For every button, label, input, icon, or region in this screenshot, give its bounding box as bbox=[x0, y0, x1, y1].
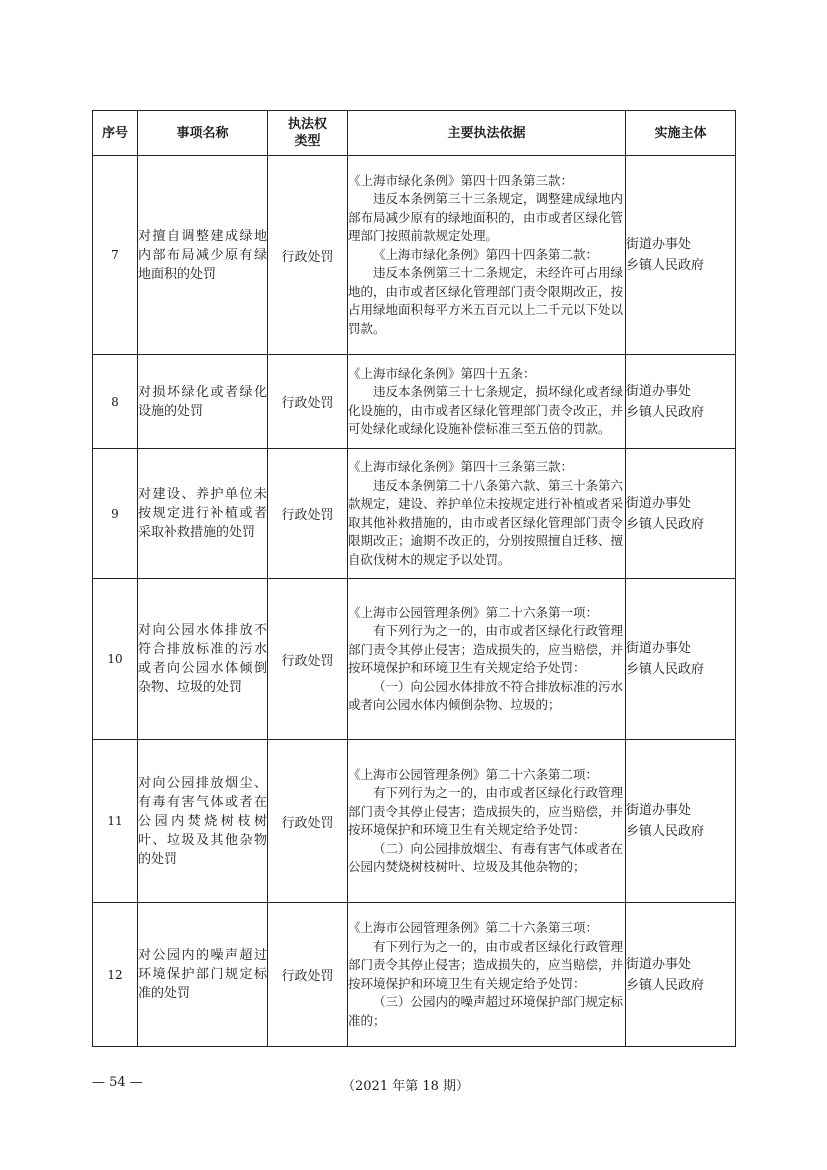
issue-label: （2021 年第 18 期） bbox=[342, 1079, 470, 1094]
page-number: — 54 — bbox=[92, 1075, 143, 1090]
basis-paragraph: 有下列行为之一的，由市或者区绿化行政管理部门责令其停止侵害；造成损失的，应当赔偿，并按环境保护和环境卫生有关规定给予处罚： bbox=[348, 623, 624, 675]
header-basis: 主要执法依据 bbox=[348, 111, 626, 156]
implementing-entity bbox=[626, 449, 736, 579]
row-number: 8 bbox=[93, 355, 138, 449]
entity-name: 街道办事处 bbox=[626, 237, 692, 252]
header-type: 执法权类型 bbox=[268, 111, 348, 156]
enforcement-table bbox=[92, 110, 736, 1047]
entity-name: 乡镇人民政府 bbox=[626, 824, 705, 839]
entity-name: 街道办事处 bbox=[626, 495, 692, 511]
basis-paragraph: （三）公园内的噪声超过环境保护部门规定标准的； bbox=[348, 994, 624, 1028]
entity-name: 乡镇人民政府 bbox=[626, 516, 705, 532]
enforcement-type: 行政处罚 bbox=[268, 156, 348, 355]
enforcement-type: 行政处罚 bbox=[268, 740, 348, 903]
legal-basis bbox=[348, 156, 626, 355]
item-name: 对擅自调整建成绿地内部布局减少原有绿地面积的处罚 bbox=[138, 156, 268, 355]
table-header-row bbox=[93, 111, 736, 156]
basis-paragraph: （一）向公园水体排放不符合排放标准的污水或者向公园水体内倾倒杂物、垃圾的； bbox=[348, 678, 624, 712]
item-name: 对建设、养护单位未按规定进行补植或者采取补救措施的处罚 bbox=[138, 449, 268, 579]
basis-paragraph: 违反本条例第三十三条规定，调整建成绿地内部布局减少原有的绿地面积的，由市或者区绿化管理部门按照前款规定处理。 bbox=[348, 191, 624, 244]
item-name: 对损坏绿化或者绿化设施的处罚 bbox=[138, 355, 268, 449]
basis-paragraph: 有下列行为之一的，由市或者区绿化行政管理部门责令其停止侵害；造成损失的，应当赔偿，并按环境保护和环境卫生有关规定给予处罚： bbox=[348, 938, 624, 991]
legal-basis bbox=[348, 579, 626, 740]
basis-paragraph: 《上海市绿化条例》第四十四条第二款： bbox=[373, 246, 599, 262]
table-row bbox=[93, 449, 736, 579]
basis-paragraph: 《上海市绿化条例》第四十四条第三款： bbox=[348, 172, 574, 188]
basis-paragraph: （二）向公园排放烟尘、有毒有害气体或者在公园内焚烧树枝树叶、垃圾及其他杂物的； bbox=[348, 840, 624, 874]
implementing-entity bbox=[626, 740, 736, 903]
item-name: 对公园内的噪声超过环境保护部门规定标准的处罚 bbox=[138, 903, 268, 1047]
table-row bbox=[93, 903, 736, 1047]
basis-paragraph: 《上海市公园管理条例》第二十六条第一项： bbox=[348, 604, 599, 620]
legal-basis bbox=[348, 449, 626, 579]
basis-paragraph: 《上海市绿化条例》第四十五条： bbox=[348, 365, 536, 381]
table-row bbox=[93, 156, 736, 355]
implementing-entity bbox=[626, 156, 736, 355]
legal-basis bbox=[348, 740, 626, 903]
entity-name: 乡镇人民政府 bbox=[626, 977, 705, 993]
table-row bbox=[93, 579, 736, 740]
header-name: 事项名称 bbox=[138, 111, 268, 156]
basis-paragraph: 违反本条例第三十二条规定，未经许可占用绿地的，由市或者区绿化管理部门责令限期改正，按占用绿地面积每平方米五百元以上二千元以下处以罚款。 bbox=[348, 265, 624, 336]
entity-name: 乡镇人民政府 bbox=[626, 662, 705, 677]
item-name: 对向公园排放烟尘、有毒有害气体或者在公园内焚烧树枝树叶、垃圾及其他杂物的处罚 bbox=[138, 740, 268, 903]
basis-paragraph: 《上海市公园管理条例》第二十六条第三项： bbox=[348, 920, 599, 935]
basis-paragraph: 违反本条例第二十八条第六款、第三十条第六款规定，建设、养护单位未按规定进行补植或者采取其他补救措施的，由市或者区绿化管理部门责令限期改正；逾期不改正的，分别按照擅自迁移、擅自砍伐树木的规定予以处罚。 bbox=[348, 477, 624, 567]
basis-paragraph: 违反本条例第三十七条规定，损坏绿化或者绿化设施的，由市或者区绿化管理部门责令改正，并可处绿化或绿化设施补偿标准三至五倍的罚款。 bbox=[348, 384, 624, 436]
entity-name: 街道办事处 bbox=[626, 956, 692, 972]
implementing-entity bbox=[626, 579, 736, 740]
entity-name: 街道办事处 bbox=[626, 641, 692, 656]
enforcement-type: 行政处罚 bbox=[268, 579, 348, 740]
entity-name: 街道办事处 bbox=[626, 803, 692, 818]
entity-name: 乡镇人民政府 bbox=[626, 258, 705, 273]
entity-name: 街道办事处 bbox=[626, 383, 692, 399]
row-number: 7 bbox=[93, 156, 138, 355]
entity-name: 乡镇人民政府 bbox=[626, 404, 705, 420]
row-number: 10 bbox=[93, 579, 138, 740]
row-number: 11 bbox=[93, 740, 138, 903]
row-number: 12 bbox=[93, 903, 138, 1047]
basis-paragraph: 《上海市绿化条例》第四十三条第三款： bbox=[348, 459, 574, 474]
table-row bbox=[93, 355, 736, 449]
implementing-entity bbox=[626, 903, 736, 1047]
table-body bbox=[93, 156, 736, 1047]
legal-basis bbox=[348, 355, 626, 449]
item-name: 对向公园水体排放不符合排放标准的污水或者向公园水体倾倒杂物、垃圾的处罚 bbox=[138, 579, 268, 740]
header-entity: 实施主体 bbox=[626, 111, 736, 156]
enforcement-type: 行政处罚 bbox=[268, 355, 348, 449]
row-number: 9 bbox=[93, 449, 138, 579]
legal-basis bbox=[348, 903, 626, 1047]
enforcement-type: 行政处罚 bbox=[268, 903, 348, 1047]
header-num: 序号 bbox=[93, 111, 138, 156]
basis-paragraph: 有下列行为之一的，由市或者区绿化行政管理部门责令其停止侵害；造成损失的，应当赔偿，并按环境保护和环境卫生有关规定给予处罚： bbox=[348, 785, 624, 837]
basis-paragraph: 《上海市公园管理条例》第二十六条第二项： bbox=[348, 766, 599, 782]
implementing-entity bbox=[626, 355, 736, 449]
table-row bbox=[93, 740, 736, 903]
enforcement-type: 行政处罚 bbox=[268, 449, 348, 579]
